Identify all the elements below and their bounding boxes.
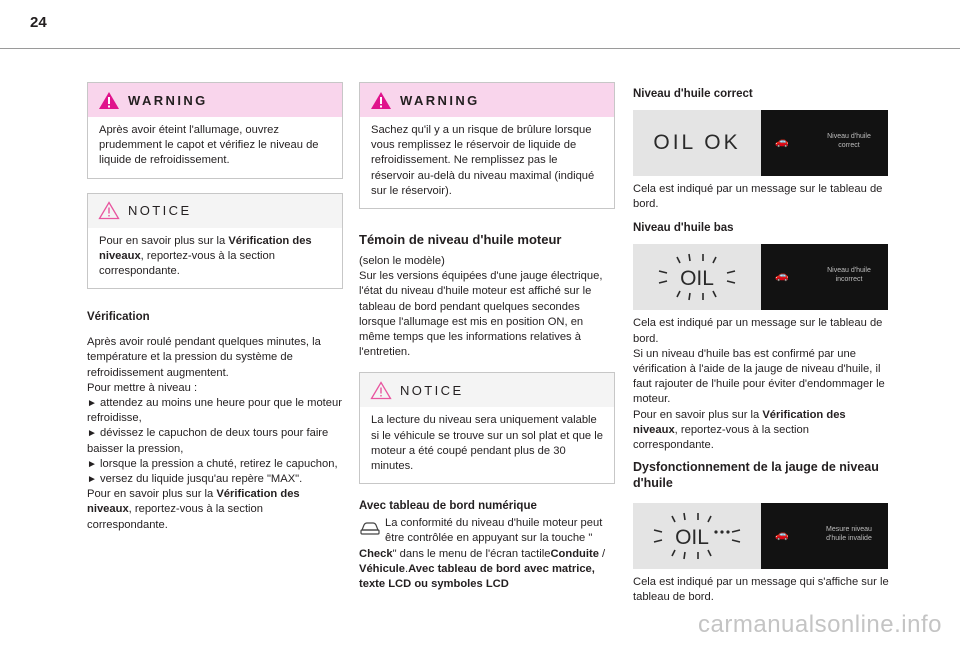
more-info-text: Pour en savoir plus sur la Vérification des niveaux, reportez-vous à la section correspondante. <box>87 488 300 531</box>
warning-triangle-icon <box>98 91 120 110</box>
notice-text-post: , reportez-vous à la section correspondante. <box>99 249 275 278</box>
section-heading-oil-indicator: Témoin de niveau d'huile moteur <box>359 232 562 248</box>
oil-can-icon <box>642 508 752 564</box>
column-3 <box>633 86 889 606</box>
car-icon: 🚗 <box>775 270 789 283</box>
warning-text: Sachez qu'il y a un risque de brûlure lorsque vous remplissez le réservoir de liquide de refroidissement. Ne remplissez pas le réservoir au-delà du niveau maximal (indiqué sur le réservoir). <box>371 124 595 197</box>
svg-text:OIL: OIL <box>680 267 714 291</box>
screen-message: Niveau d'huile correct <box>827 133 871 149</box>
dashboard-screen <box>761 110 888 176</box>
oil-correct-figure <box>633 110 888 176</box>
car-icon: 🚗 <box>775 529 789 542</box>
notice-text-pre: Pour en savoir plus sur la <box>99 234 229 247</box>
screen-message: Mesure niveau d'huile invalide <box>826 526 872 543</box>
step-item: ► versez du liquide jusqu'au repère "MAX". <box>87 473 303 486</box>
warning-box <box>87 82 343 179</box>
warning-text: Après avoir éteint l'allumage, ouvrez prudemment le capot et vérifiez le niveau de liquide de refroidissement. <box>99 124 319 167</box>
oil-fault-heading: Dysfonctionnement de la jauge de niveau d'huile <box>633 460 879 491</box>
oil-correct-heading: Niveau d'huile correct <box>633 88 753 100</box>
oil-low-caption: Cela est indiqué par un message sur le tableau de bord. <box>633 317 883 345</box>
page-number: 24 <box>30 14 47 31</box>
notice-title: NOTICE <box>128 203 192 219</box>
digital-dashboard-icon <box>359 520 381 536</box>
oil-indicator-paragraph: Sur les versions équipées d'une jauge électrique, l'état du niveau d'huile moteur est affiché sur le tableau de bord pendant quelques secondes lorsque l'allumage est mis en position ON, en même temps que les informations relatives à l'entretien. <box>359 270 603 359</box>
digital-dashboard-text-cont: Check" dans le menu de l'écran tactileConduite / Véhicule.Avec tableau de bord avec matrice, texte LCD ou symboles LCD <box>359 547 606 591</box>
warning-header <box>360 83 614 117</box>
section-heading-verification: Vérification <box>87 311 150 324</box>
notice-text: La lecture du niveau sera uniquement valable si le véhicule se trouve sur un sol plat et que le moteur a été coupé pendant plus de 30 minutes. <box>371 414 603 473</box>
notice-link-levels: Vérification des niveaux <box>99 234 312 262</box>
svg-text:OIL: OIL <box>675 526 709 550</box>
oil-ok-text: OIL OK <box>653 131 741 154</box>
notice-box <box>87 193 343 290</box>
oil-low-note: Si un niveau d'huile bas est confirmé par une vérification à l'aide de la jauge de niveau d'huile, il faut rajouter de l'huile pour éviter d'endommager le moteur. <box>633 347 885 406</box>
dashboard-screen <box>761 503 888 569</box>
notice-header <box>88 194 342 228</box>
step-item: ► dévissez le capuchon de deux tours pour faire baisser la pression, <box>87 427 329 455</box>
oil-correct-caption: Cela est indiqué par un message sur le tableau de bord. <box>633 183 883 211</box>
oil-low-figure <box>633 244 888 310</box>
warning-triangle-icon <box>370 91 392 110</box>
digital-dashboard-heading: Avec tableau de bord numérique <box>359 500 537 513</box>
digital-dashboard-row <box>359 516 615 546</box>
notice-triangle-icon <box>370 381 392 400</box>
notice-header <box>360 373 614 407</box>
watermark: carmanualsonline.info <box>698 611 942 638</box>
column-1 <box>87 82 343 533</box>
dashboard-screen <box>761 244 888 310</box>
warning-header <box>88 83 342 117</box>
oil-ok-display <box>633 110 761 176</box>
oil-fault-caption: Cela est indiqué par un message qui s'affiche sur le tableau de bord. <box>633 576 889 604</box>
digital-dashboard-text: La conformité du niveau d'huile moteur peut être contrôlée en appuyant sur la touche " <box>385 517 603 545</box>
steps-intro: Pour mettre à niveau : <box>87 381 198 394</box>
notice-title: NOTICE <box>400 382 464 398</box>
oil-low-display <box>633 244 761 310</box>
screen-message: Niveau d'huile incorrect <box>827 267 871 284</box>
car-icon: 🚗 <box>775 136 789 148</box>
model-note: (selon le modèle) <box>359 255 445 268</box>
warning-title: WARNING <box>400 92 480 108</box>
oil-can-icon <box>647 249 747 305</box>
warning-title: WARNING <box>128 92 208 108</box>
oil-fault-display <box>633 503 761 569</box>
oil-low-heading: Niveau d'huile bas <box>633 222 734 235</box>
step-item: ► lorsque la pression a chuté, retirez le capuchon, <box>87 457 338 470</box>
verification-intro: Après avoir roulé pendant quelques minutes, la température et la pression du système de refroidissement augmentent. <box>87 336 321 379</box>
warning-box <box>359 82 615 209</box>
notice-text <box>88 228 342 289</box>
oil-low-more-info: Pour en savoir plus sur la Vérification des niveaux, reportez-vous à la section correspondante. <box>633 408 846 452</box>
oil-fault-figure <box>633 503 888 569</box>
column-2 <box>359 82 615 592</box>
step-item: ► attendez au moins une heure pour que le moteur refroidisse, <box>87 397 342 425</box>
notice-triangle-icon <box>98 201 120 220</box>
header-rule <box>0 48 960 49</box>
notice-box <box>359 372 615 484</box>
